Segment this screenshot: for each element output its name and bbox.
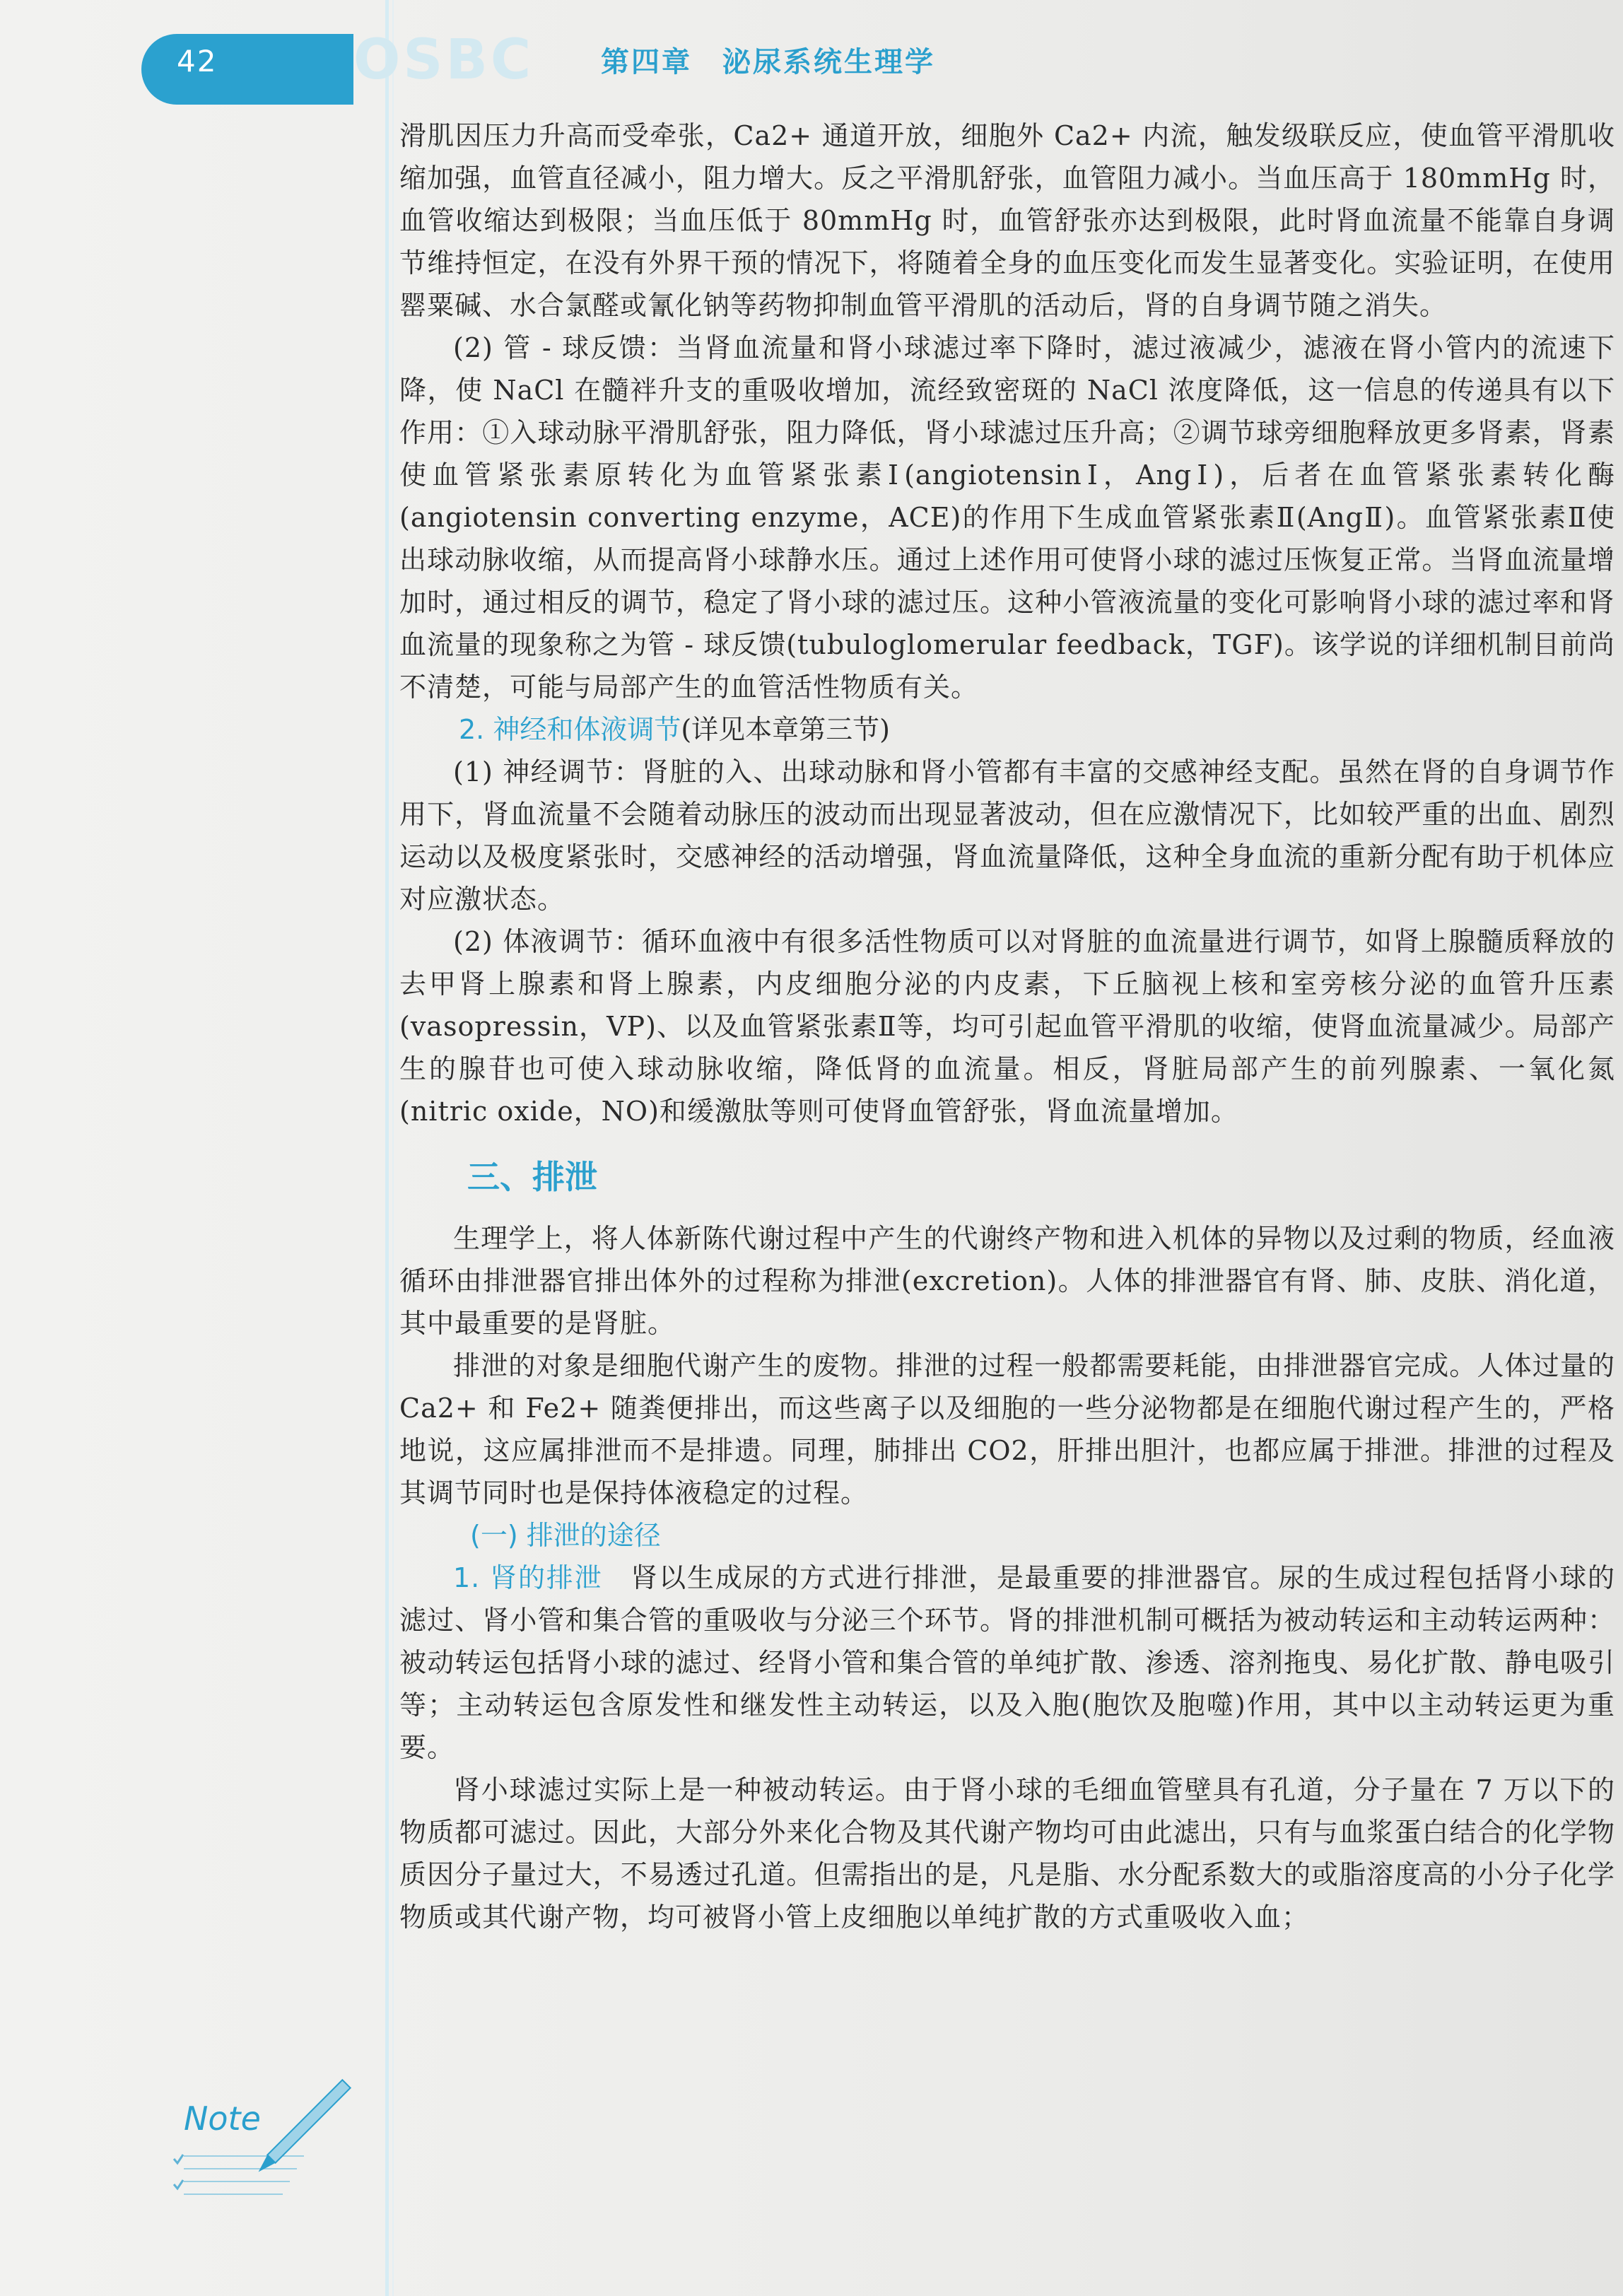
section-heading-tail: (详见本章第三节) (681, 714, 890, 745)
page-number-tab (141, 34, 353, 105)
section-heading-neural-humoral (399, 708, 1615, 751)
paragraph-neural-regulation: (1) 神经调节：肾脏的入、出球动脉和肾小管都有丰富的交感神经支配。虽然在肾的自身调节作用下，肾血流量不会随着动脉压的波动而出现显著波动，但在应激情况下，比如较严重的出血、剧烈运动以及极度紧张时，交感神经的活动增强，肾血流量降低，这种全身血流的重新分配有助于机体应对应激状态。 (399, 756, 1615, 915)
page-body (399, 115, 1615, 1938)
paragraph-humoral-regulation: (2) 体液调节：循环血液中有很多活性物质可以对肾脏的血流量进行调节，如肾上腺髓质释放的去甲肾上腺素和肾上腺素，内皮细胞分泌的内皮素，下丘脑视上核和室旁核分泌的血管升压素(vasopressin，VP)、以及血管紧张素Ⅱ等，均可引起血管平滑肌的收缩，使肾血流量减少。局部产生的腺苷也可使入球动脉收缩，降低肾的血流量。相反，肾脏局部产生的前列腺素、一氧化氮(nitric oxide，NO)和缓激肽等则可使肾血管舒张，肾血流量增加。 (399, 926, 1615, 1127)
paragraph-glomerular-filtration: 肾小球滤过实际上是一种被动转运。由于肾小球的毛细血管壁具有孔道，分子量在 7 万以下的物质都可滤过。因此，大部分外来化合物及其代谢产物均可由此滤出，只有与血浆蛋白结合的化学物质因分子量过大，不易透过孔道。但需指出的是，凡是脂、水分配系数大的或脂溶度高的小分子化学物质或其代谢产物，均可被肾小管上皮细胞以单纯扩散的方式重吸收入血； (399, 1774, 1615, 1933)
brand-watermark: OSBC (353, 28, 534, 92)
note-label: Note (184, 2099, 261, 2138)
section-heading-label: 2. 神经和体液调节 (459, 714, 681, 745)
margin-rule (385, 0, 389, 2296)
paragraph-renal-excretion (399, 1557, 1615, 1769)
margin-note (170, 2078, 368, 2220)
paragraph-tubuloglomerular-feedback: (2) 管 - 球反馈：当肾血流量和肾小球滤过率下降时，滤过液减少，滤液在肾小管内的流速下降，使 NaCl 在髓袢升支的重吸收增加，流经致密斑的 NaCl 浓度降低，这一信息的传递具有以下作用：①入球动脉平滑肌舒张，阻力降低，肾小球滤过压升高；②调节球旁细胞释放更多肾素，肾素使血管紧张素原转化为血管紧张素Ⅰ(angiotensinⅠ，AngⅠ)，后者在血管紧张素转化酶(angiotensin converting enzyme，ACE)的作用下生成血管紧张素Ⅱ(AngⅡ)。血管紧张素Ⅱ使出球动脉收缩，从而提高肾小球静水压。通过上述作用可使肾小球的滤过压恢复正常。当肾血流量增加时，通过相反的调节，稳定了肾小球的滤过压。这种小管液流量的变化可影响肾小球的滤过率和肾血流量的现象称之为管 - 球反馈(tubuloglomerular feedback，TGF)。该学说的详细机制目前尚不清楚，可能与局部产生的血管活性物质有关。 (399, 332, 1615, 703)
page-number: 42 (177, 44, 218, 78)
inline-heading-renal: 1. 肾的排泄 (453, 1562, 603, 1593)
chapter-title: 第四章 泌尿系统生理学 (601, 46, 935, 78)
section-heading-excretion: 三、排泄 (467, 1158, 597, 1196)
margin-rule-secondary (392, 0, 394, 2296)
subsection-heading-pathways: (一) 排泄的途径 (470, 1520, 661, 1551)
pen-icon (170, 2078, 368, 2220)
paragraph-autoregulation: 滑肌因压力升高而受牵张，Ca2+ 通道开放，细胞外 Ca2+ 内流，触发级联反应，使血管平滑肌收缩加强，血管直径减小，阻力增大。反之平滑肌舒张，血管阻力减小。当血压高于 180mmHg 时，血管收缩达到极限；当血压低于 80mmHg 时，血管舒张亦达到极限，此时肾血流量不能靠自身调节维持恒定，在没有外界干预的情况下，将随着全身的血压变化而发生显著变化。实验证明，在使用罂粟碱、水合氯醛或氰化钠等药物抑制血管平滑肌的活动后，肾的自身调节随之消失。 (399, 120, 1615, 321)
paragraph-excretion-definition: 生理学上，将人体新陈代谢过程中产生的代谢终产物和进入机体的异物以及过剩的物质，经血液循环由排泄器官排出体外的过程称为排泄(excretion)。人体的排泄器官有肾、肺、皮肤、消化道，其中最重要的是肾脏。 (399, 1223, 1615, 1339)
paragraph-excretion-objects: 排泄的对象是细胞代谢产生的废物。排泄的过程一般都需要耗能，由排泄器官完成。人体过量的 Ca2+ 和 Fe2+ 随粪便排出，而这些离子以及细胞的一些分泌物都是在细胞代谢过程产生的，严格地说，这应属排泄而不是排遗。同理，肺排出 CO2，肝排出胆汁，也都应属于排泄。排泄的过程及其调节同时也是保持体液稳定的过程。 (399, 1350, 1615, 1509)
renal-excretion-text: 肾以生成尿的方式进行排泄，是最重要的排泄器官。尿的生成过程包括肾小球的滤过、肾小管和集合管的重吸收与分泌三个环节。肾的排泄机制可概括为被动转运和主动转运两种：被动转运包括肾小球的滤过、经肾小管和集合管的单纯扩散、渗透、溶剂拖曳、易化扩散、静电吸引等；主动转运包含原发性和继发性主动转运，以及入胞(胞饮及胞噬)作用，其中以主动转运更为重要。 (399, 1562, 1615, 1763)
